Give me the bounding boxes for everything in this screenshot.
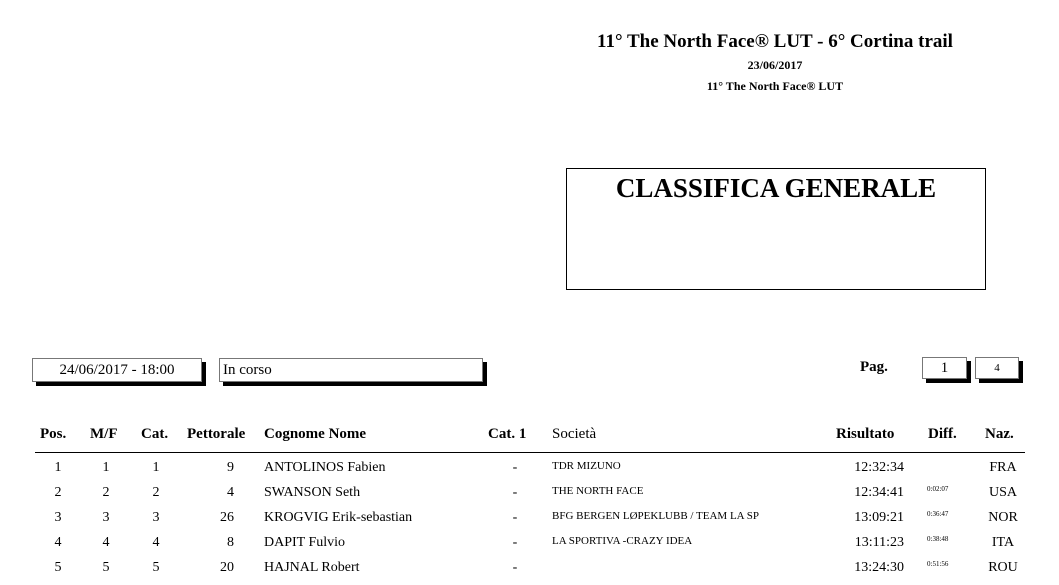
cell-nome: ANTOLINOS Fabien <box>264 460 386 475</box>
cell-pos: 2 <box>54 485 62 500</box>
table-row <box>0 535 1059 560</box>
col-header-societa: Società <box>552 426 597 442</box>
col-header-mf: M/F <box>90 426 118 442</box>
cell-societa: BFG BERGEN LØPEKLUBB / TEAM LA SP <box>552 510 759 522</box>
event-subtitle: 11° The North Face® LUT <box>706 79 844 93</box>
cell-pettorale: 4 <box>227 485 234 500</box>
cell-cat1: - <box>512 560 518 575</box>
classifica-title: CLASSIFICA GENERALE <box>615 173 937 203</box>
cell-mf: 4 <box>102 535 110 550</box>
classifica-box <box>566 168 986 290</box>
col-header-nome: Cognome Nome <box>264 426 367 442</box>
cell-pettorale: 9 <box>227 460 234 475</box>
col-header-pos: Pos. <box>40 426 67 442</box>
table-row <box>0 460 1059 485</box>
cell-cat1: - <box>512 510 518 525</box>
col-header-naz: Naz. <box>985 426 1014 442</box>
cell-risultato: 13:24:30 <box>854 560 904 575</box>
cell-pos: 3 <box>54 510 62 525</box>
cell-naz: FRA <box>989 460 1017 475</box>
cell-cat: 1 <box>152 460 160 475</box>
table-row <box>0 510 1059 535</box>
event-title: 11° The North Face® LUT - 6° Cortina trail <box>597 31 953 52</box>
cell-cat1: - <box>512 535 518 550</box>
cell-risultato: 13:09:21 <box>854 510 904 525</box>
event-date: 23/06/2017 <box>747 58 803 72</box>
cell-societa: THE NORTH FACE <box>552 485 644 497</box>
cell-mf: 1 <box>102 460 110 475</box>
page-label: Pag. <box>860 359 888 375</box>
cell-naz: NOR <box>988 510 1018 525</box>
cell-pos: 1 <box>54 460 62 475</box>
table-row <box>0 560 1059 585</box>
cell-naz: USA <box>988 485 1017 500</box>
cell-risultato: 12:32:34 <box>854 460 904 475</box>
cell-diff: 0:51:56 <box>927 560 949 568</box>
cell-cat: 3 <box>152 510 160 525</box>
col-header-pettorale: Pettorale <box>187 426 246 442</box>
cell-cat: 4 <box>152 535 160 550</box>
table-row <box>0 485 1059 510</box>
cell-pos: 4 <box>54 535 62 550</box>
col-header-risultato: Risultato <box>836 426 895 442</box>
cell-pettorale: 20 <box>220 560 234 575</box>
status-box: In corso <box>219 358 483 382</box>
cell-cat1: - <box>512 485 518 500</box>
cell-diff: 0:02:07 <box>927 485 949 493</box>
cell-nome: SWANSON Seth <box>264 485 361 500</box>
cell-nome: HAJNAL Robert <box>264 560 360 575</box>
cell-cat: 2 <box>152 485 160 500</box>
cell-mf: 2 <box>102 485 110 500</box>
cell-pettorale: 8 <box>227 535 234 550</box>
header-divider <box>35 452 1025 453</box>
cell-mf: 5 <box>102 560 110 575</box>
cell-cat: 5 <box>152 560 160 575</box>
cell-societa: LA SPORTIVA -CRAZY IDEA <box>552 535 693 547</box>
cell-nome: DAPIT Fulvio <box>264 535 346 550</box>
col-header-cat1: Cat. 1 <box>488 426 527 442</box>
cell-nome: KROGVIG Erik-sebastian <box>264 510 413 525</box>
cell-pettorale: 26 <box>220 510 234 525</box>
cell-diff: 0:38:48 <box>927 535 949 543</box>
cell-naz: ITA <box>991 535 1015 550</box>
cell-mf: 3 <box>102 510 110 525</box>
cell-pos: 5 <box>54 560 62 575</box>
datetime-box: 24/06/2017 - 18:00 <box>32 358 202 382</box>
cell-cat1: - <box>512 460 518 475</box>
page-total-box: 4 <box>975 357 1019 379</box>
col-header-diff: Diff. <box>928 426 957 442</box>
page-current-box: 1 <box>922 357 967 379</box>
cell-societa: TDR MIZUNO <box>552 460 621 472</box>
cell-risultato: 13:11:23 <box>854 535 904 550</box>
cell-naz: ROU <box>988 560 1018 575</box>
col-header-cat: Cat. <box>141 426 169 442</box>
cell-diff: 0:36:47 <box>927 510 949 518</box>
cell-risultato: 12:34:41 <box>854 485 904 500</box>
